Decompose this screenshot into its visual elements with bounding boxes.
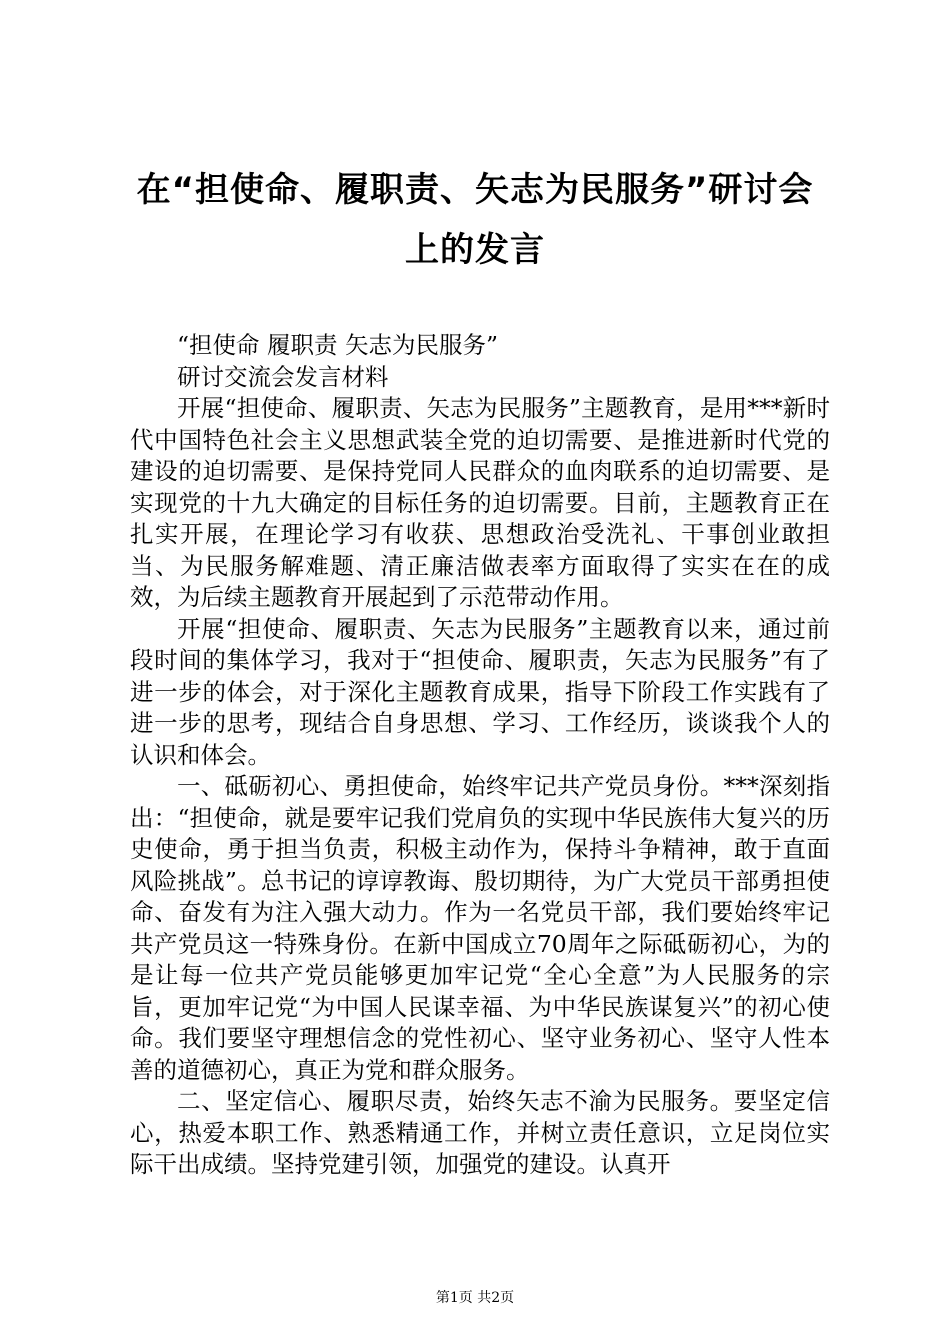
paragraph-intro: 开展“担使命、履职责、矢志为民服务”主题教育，是用***新时代中国特色社会主义思想武装全党的迫切需要、是推进新时代党的建设的迫切需要、是保持党同人民群众的血肉联系的迫切需要、是实现党的十九大确定的目标任务的迫切需要。目前，主题教育正在扎实开展，在理论学习有收获、思想政治受洗礼、干事创业敢担当、为民服务解难题、清正廉洁做表率方面取得了实实在在的成效，为后续主题教育开展起到了示范带动作用。 [130, 394, 830, 611]
page-number: 第1页 共2页 [435, 1290, 515, 1306]
document-title: 在“担使命、履职责、矢志为民服务”研讨会上的发言 [136, 170, 814, 270]
subtitle-theme: “担使命 履职责 矢志为民服务” [177, 331, 498, 359]
paragraph-experience: 开展“担使命、履职责、矢志为民服务”主题教育以来，通过前段时间的集体学习，我对于“担使命、履职责，矢志为民服务”有了进一步的体会，对于深化主题教育成果，指导下阶段工作实践有了进一步的思考，现结合自身思想、学习、工作经历，谈谈我个人的认识和体会。 [130, 614, 830, 769]
paragraph-section-two: 二、坚定信心、履职尽责，始终矢志不渝为民服务。要坚定信心，热爱本职工作、熟悉精通工作，并树立责任意识，立足岗位实际干出成绩。坚持党建引领，加强党的建设。认真开 [130, 1087, 830, 1178]
document-body [130, 330, 830, 1181]
subtitle-material: 研讨交流会发言材料 [177, 362, 389, 391]
paragraph-section-one: 一、砥砺初心、勇担使命，始终牢记共产党员身份。***深刻指出：“担使命，就是要牢记我们党肩负的实现中华民族伟大复兴的历史使命，勇于担当负责，积极主动作为，保持斗争精神，敢于直面风险挑战”。总书记的谆谆教诲、殷切期待，为广大党员干部勇担使命、奋发有为注入强大动力。作为一名党员干部，我们要始终牢记共产党员这一特殊身份。在新中国成立70周年之际砥砺初心，为的是让每一位共产党员能够更加牢记党“全心全意”为人民服务的宗旨，更加牢记党“为中国人民谋幸福、为中华民族谋复兴”的初心使命。我们要坚守理想信念的党性初心、坚守业务初心、坚守人性本善的道德初心，真正为党和群众服务。 [130, 772, 830, 1084]
